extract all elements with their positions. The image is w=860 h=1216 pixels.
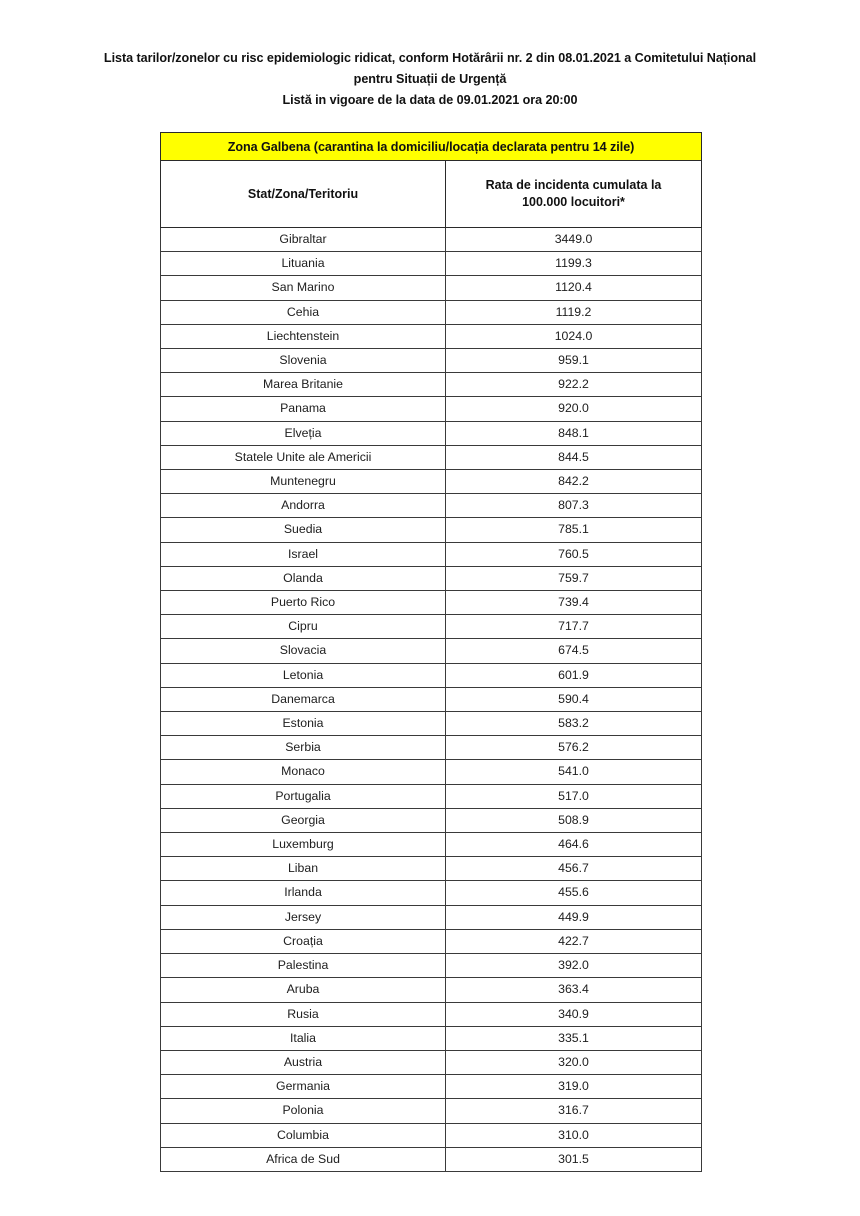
cell-incidence-rate: 959.1	[446, 349, 702, 373]
cell-incidence-rate: 1120.4	[446, 276, 702, 300]
column-header-rate	[446, 161, 702, 228]
title-line-3: Listă in vigoare de la data de 09.01.2021 ora 20:00	[282, 93, 578, 107]
column-header-row	[161, 161, 702, 228]
cell-incidence-rate: 717.7	[446, 615, 702, 639]
table-row	[161, 228, 702, 252]
column-header-rate-label-line2: 100.000 locuitori*	[522, 195, 625, 209]
table-row	[161, 1002, 702, 1026]
table-row	[161, 1050, 702, 1074]
risk-table-container	[160, 132, 701, 1172]
cell-incidence-rate: 785.1	[446, 518, 702, 542]
cell-country: Slovacia	[161, 639, 446, 663]
table-row	[161, 639, 702, 663]
table-row	[161, 808, 702, 832]
cell-country: Croația	[161, 929, 446, 953]
table-row	[161, 833, 702, 857]
cell-incidence-rate: 508.9	[446, 808, 702, 832]
cell-country: Rusia	[161, 1002, 446, 1026]
cell-incidence-rate: 583.2	[446, 712, 702, 736]
table-row	[161, 712, 702, 736]
cell-country: Portugalia	[161, 784, 446, 808]
table-row	[161, 784, 702, 808]
cell-country: Irlanda	[161, 881, 446, 905]
cell-country: Palestina	[161, 954, 446, 978]
cell-country: Muntenegru	[161, 470, 446, 494]
cell-incidence-rate: 590.4	[446, 687, 702, 711]
table-row	[161, 373, 702, 397]
table-row	[161, 857, 702, 881]
table-row	[161, 881, 702, 905]
table-row	[161, 954, 702, 978]
cell-country: Puerto Rico	[161, 591, 446, 615]
zone-banner-row	[161, 133, 702, 161]
cell-incidence-rate: 449.9	[446, 905, 702, 929]
table-row	[161, 1026, 702, 1050]
cell-country: Panama	[161, 397, 446, 421]
cell-country: Suedia	[161, 518, 446, 542]
cell-incidence-rate: 456.7	[446, 857, 702, 881]
table-row	[161, 494, 702, 518]
zone-banner-label: Zona Galbena (carantina la domiciliu/locația declarata pentru 14 zile)	[161, 133, 702, 161]
cell-country: Jersey	[161, 905, 446, 929]
cell-incidence-rate: 674.5	[446, 639, 702, 663]
table-row	[161, 736, 702, 760]
table-body	[161, 133, 702, 1172]
cell-country: Marea Britanie	[161, 373, 446, 397]
cell-incidence-rate: 301.5	[446, 1147, 702, 1171]
column-header-country-label: Stat/Zona/Teritoriu	[247, 186, 359, 201]
cell-country: Africa de Sud	[161, 1147, 446, 1171]
cell-country: Gibraltar	[161, 228, 446, 252]
table-row	[161, 1147, 702, 1171]
table-row	[161, 687, 702, 711]
cell-incidence-rate: 335.1	[446, 1026, 702, 1050]
column-header-country	[161, 161, 446, 228]
cell-incidence-rate: 1119.2	[446, 300, 702, 324]
table-row	[161, 397, 702, 421]
cell-country: Germania	[161, 1075, 446, 1099]
cell-country: Liechtenstein	[161, 324, 446, 348]
cell-incidence-rate: 760.5	[446, 542, 702, 566]
cell-incidence-rate: 3449.0	[446, 228, 702, 252]
cell-incidence-rate: 517.0	[446, 784, 702, 808]
cell-incidence-rate: 541.0	[446, 760, 702, 784]
cell-country: Lituania	[161, 252, 446, 276]
table-row	[161, 615, 702, 639]
table-row	[161, 542, 702, 566]
table-row	[161, 276, 702, 300]
cell-country: Israel	[161, 542, 446, 566]
cell-incidence-rate: 392.0	[446, 954, 702, 978]
cell-country: Columbia	[161, 1123, 446, 1147]
cell-incidence-rate: 320.0	[446, 1050, 702, 1074]
table-row	[161, 663, 702, 687]
column-header-rate-label-line1: Rata de incidenta cumulata la	[485, 178, 662, 192]
cell-incidence-rate: 316.7	[446, 1099, 702, 1123]
cell-incidence-rate: 340.9	[446, 1002, 702, 1026]
cell-incidence-rate: 576.2	[446, 736, 702, 760]
table-row	[161, 300, 702, 324]
table-row	[161, 252, 702, 276]
cell-country: Serbia	[161, 736, 446, 760]
cell-incidence-rate: 842.2	[446, 470, 702, 494]
cell-country: Statele Unite ale Americii	[161, 445, 446, 469]
cell-country: Liban	[161, 857, 446, 881]
table-row	[161, 421, 702, 445]
table-row	[161, 518, 702, 542]
cell-country: Aruba	[161, 978, 446, 1002]
cell-country: Slovenia	[161, 349, 446, 373]
cell-country: Andorra	[161, 494, 446, 518]
cell-country: San Marino	[161, 276, 446, 300]
cell-incidence-rate: 848.1	[446, 421, 702, 445]
table-row	[161, 349, 702, 373]
cell-country: Austria	[161, 1050, 446, 1074]
cell-incidence-rate: 1024.0	[446, 324, 702, 348]
cell-country: Polonia	[161, 1099, 446, 1123]
cell-country: Estonia	[161, 712, 446, 736]
table-row	[161, 1123, 702, 1147]
cell-country: Elveția	[161, 421, 446, 445]
cell-incidence-rate: 319.0	[446, 1075, 702, 1099]
table-row	[161, 760, 702, 784]
cell-incidence-rate: 807.3	[446, 494, 702, 518]
cell-incidence-rate: 601.9	[446, 663, 702, 687]
cell-country: Italia	[161, 1026, 446, 1050]
cell-incidence-rate: 922.2	[446, 373, 702, 397]
table-row	[161, 929, 702, 953]
table-row	[161, 445, 702, 469]
cell-country: Luxemburg	[161, 833, 446, 857]
cell-incidence-rate: 310.0	[446, 1123, 702, 1147]
table-row	[161, 324, 702, 348]
cell-country: Monaco	[161, 760, 446, 784]
cell-incidence-rate: 464.6	[446, 833, 702, 857]
title-line-1: Lista tarilor/zonelor cu risc epidemiologic ridicat, conform Hotărârii nr. 2 din 08.01.2021 a Comitetului Național	[103, 51, 757, 65]
page-title	[0, 0, 860, 111]
cell-incidence-rate: 844.5	[446, 445, 702, 469]
cell-incidence-rate: 759.7	[446, 566, 702, 590]
cell-country: Letonia	[161, 663, 446, 687]
table-row	[161, 470, 702, 494]
cell-incidence-rate: 422.7	[446, 929, 702, 953]
table-row	[161, 905, 702, 929]
table-row	[161, 566, 702, 590]
table-row	[161, 1099, 702, 1123]
cell-country: Cipru	[161, 615, 446, 639]
table-row	[161, 1075, 702, 1099]
cell-incidence-rate: 363.4	[446, 978, 702, 1002]
table-row	[161, 591, 702, 615]
cell-country: Georgia	[161, 808, 446, 832]
cell-country: Cehia	[161, 300, 446, 324]
cell-incidence-rate: 1199.3	[446, 252, 702, 276]
risk-country-table	[160, 132, 702, 1172]
title-line-2: pentru Situații de Urgență	[353, 72, 507, 86]
cell-incidence-rate: 455.6	[446, 881, 702, 905]
cell-incidence-rate: 920.0	[446, 397, 702, 421]
table-row	[161, 978, 702, 1002]
cell-incidence-rate: 739.4	[446, 591, 702, 615]
cell-country: Olanda	[161, 566, 446, 590]
cell-country: Danemarca	[161, 687, 446, 711]
